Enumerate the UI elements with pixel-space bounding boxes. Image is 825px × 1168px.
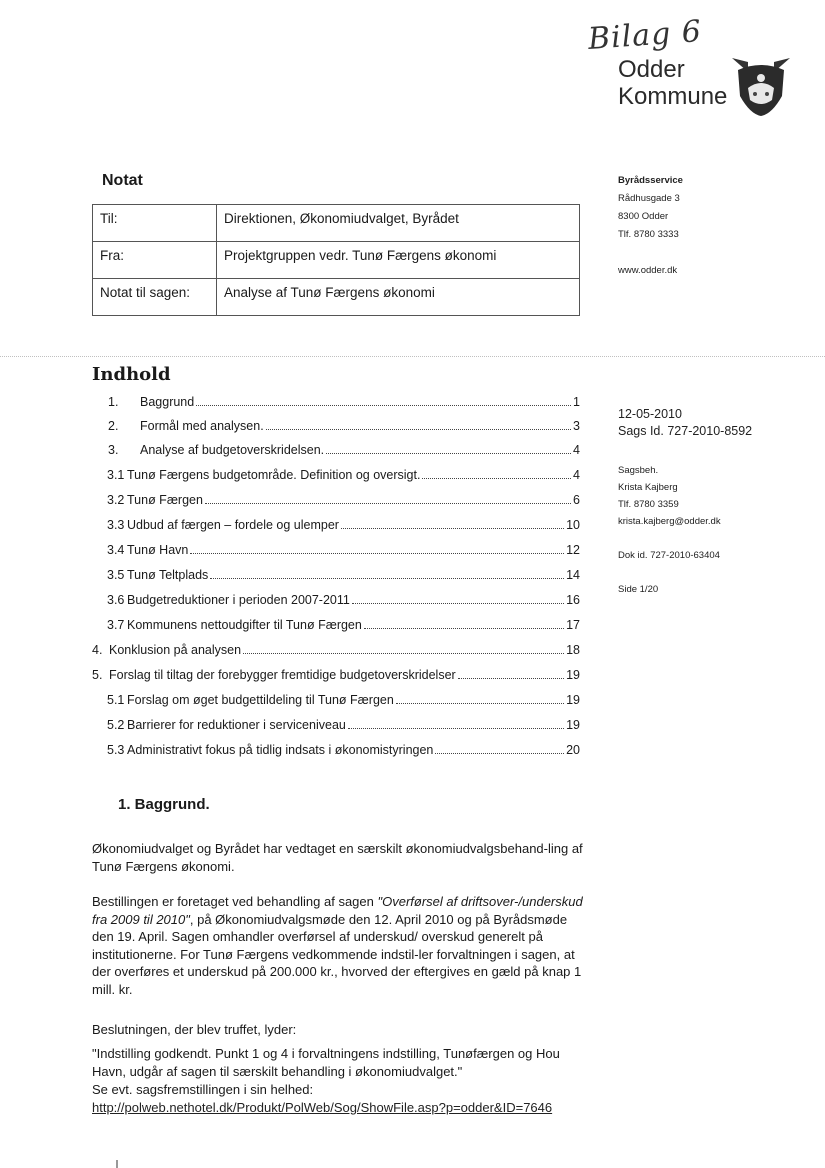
toc-entry-number: 3.7 (107, 618, 125, 632)
paragraph-order-end: , på Økonomiudvalgsmøde den 12. April 2010 og på Byrådsmøde den 19. April. Sagen omhandler overførsel af underskud/ overskud generelt på institutionerne. For Tunø Færgens vedkommende indstil-ler forvaltningen i sagen, at der overføres et underskud på 200.000 kr., hvorved der eftergives en gæld på knap 1 mill. kr. (92, 911, 582, 997)
memo-value-from: Projektgruppen vedr. Tunø Færgens økonomi (217, 242, 580, 279)
toc-dot-leader (210, 577, 564, 579)
toc-entry-page: 4 (573, 468, 580, 482)
toc-entry[interactable] (108, 393, 580, 411)
toc-entry-title: Budgetreduktioner i perioden 2007-2011 (127, 593, 350, 607)
toc-entry-page: 10 (566, 518, 580, 532)
memo-label-from: Fra: (93, 242, 217, 279)
toc-entry-number: 4. (92, 643, 103, 657)
case-date: 12-05-2010 (618, 407, 682, 421)
paragraph-intro: Økonomiudvalget og Byrådet har vedtaget en særskilt økonomiudvalgsbehand-ling af Tunø Færgens økonomi. (92, 841, 583, 874)
toc-dot-leader (435, 752, 564, 754)
memo-value-subject: Analyse af Tunø Færgens økonomi (217, 279, 580, 316)
toc-entry[interactable] (107, 516, 580, 534)
toc-entry[interactable] (107, 616, 580, 634)
case-id: Sags Id. 727-2010-8592 (618, 424, 753, 438)
toc-entry-page: 14 (566, 568, 580, 582)
sender-city: 8300 Odder (618, 211, 669, 222)
toc-entry-page: 3 (573, 419, 580, 433)
toc-entry[interactable] (107, 691, 580, 709)
logo-line-kommune: Kommune (618, 83, 728, 110)
paragraph-decision-quote: "Indstilling godkendt. Punkt 1 og 4 i forvaltningens indstilling, Tunøfærgen og Hou Havn, udgår af sagen til særskilt behandling i økonomiudvalget." (92, 1046, 560, 1079)
sender-phone: Tlf. 8780 3333 (618, 229, 679, 240)
toc-entry-page: 19 (566, 718, 580, 732)
toc-dot-leader (243, 652, 564, 654)
toc-entry-number: 5.1 (107, 693, 125, 707)
doc-id: Dok id. 727-2010-63404 (618, 550, 720, 561)
case-handler-block (618, 462, 721, 598)
toc-entry-number: 5.2 (107, 718, 125, 732)
toc-dot-leader (348, 727, 564, 729)
toc-entry-title: Kommunens nettoudgifter til Tunø Færgen (127, 618, 362, 632)
toc-entry-title: Forslag til tiltag der forebygger fremtidige budgetoverskridelser (109, 668, 456, 682)
toc-entry[interactable] (107, 716, 580, 734)
paragraph-decision-intro: Beslutningen, der blev truffet, lyder: (92, 1022, 297, 1037)
handler-label: Sagsbeh. (618, 465, 659, 476)
toc-entry-number: 3.4 (107, 543, 125, 557)
case-link[interactable]: http://polweb.nethotel.dk/Produkt/PolWeb/Sog/ShowFile.asp?p=odder&ID=7646 (92, 1100, 553, 1115)
toc-entry-title: Tunø Færgen (127, 493, 203, 507)
municipality-logo-text (618, 56, 727, 110)
toc-entry-page: 20 (566, 743, 580, 757)
toc-dot-leader (326, 452, 571, 454)
toc-entry-page: 6 (573, 493, 580, 507)
toc-entry-number: 3.2 (107, 493, 125, 507)
case-block (618, 406, 752, 440)
toc-entry-title: Konklusion på analysen (109, 643, 242, 657)
toc-entry[interactable] (92, 641, 580, 659)
toc-entry-page: 19 (566, 668, 580, 682)
toc-entry-number: 3. (108, 443, 119, 457)
handler-phone: Tlf. 8780 3359 (618, 499, 679, 510)
memo-address-table (92, 204, 580, 316)
toc-entry-page: 19 (566, 693, 580, 707)
memo-value-to: Direktionen, Økonomiudvalget, Byrådet (217, 205, 580, 242)
toc-entry[interactable] (107, 541, 580, 559)
toc-entry-title: Tunø Teltplads (127, 568, 209, 582)
toc-dot-leader (196, 404, 571, 406)
sender-block (618, 172, 683, 280)
toc-dot-leader (396, 702, 564, 704)
toc-dot-leader (352, 602, 564, 604)
toc-entry[interactable] (107, 466, 580, 484)
table-row (93, 279, 580, 316)
toc-entry[interactable] (107, 741, 580, 759)
coat-of-arms-icon (728, 48, 794, 118)
toc-entry[interactable] (107, 591, 580, 609)
logo-line-odder: Odder (618, 56, 685, 83)
toc-entry[interactable] (107, 566, 580, 584)
table-row (93, 242, 580, 279)
handwritten-annotation: Bilag 6 (586, 14, 704, 57)
toc-entry[interactable] (92, 666, 580, 684)
toc-entry[interactable] (108, 441, 580, 459)
sender-web: www.odder.dk (618, 265, 678, 276)
toc-entry-title: Tunø Havn (127, 543, 189, 557)
table-row (93, 205, 580, 242)
toc-entry-page: 16 (566, 593, 580, 607)
sender-street: Rådhusgade 3 (618, 193, 680, 204)
memo-label-subject: Notat til sagen: (93, 279, 217, 316)
toc-entry-title: Forslag om øget budgettildeling til Tunø Færgen (127, 693, 394, 707)
paragraph-order (92, 893, 592, 998)
toc-entry-title: Analyse af budgetoverskridelsen. (140, 443, 325, 457)
divider (0, 356, 825, 357)
toc-entry-number: 2. (108, 419, 119, 433)
toc-entry-title: Barrierer for reduktioner i serviceniveau (127, 718, 346, 732)
paragraph-order-start: Bestillingen er foretaget ved behandling af sagen (92, 894, 378, 909)
section-heading: 1. Baggrund. (118, 796, 210, 813)
toc-entry[interactable] (108, 417, 580, 435)
toc-dot-leader (422, 477, 571, 479)
toc-dot-leader (364, 627, 564, 629)
toc-heading: Indhold (92, 364, 171, 385)
paragraph-see-also: Se evt. sagsfremstillingen i sin helhed: (92, 1082, 314, 1097)
toc-dot-leader (341, 527, 564, 529)
toc-entry-page: 4 (573, 443, 580, 457)
case-title: "Overførsel af driftsover-/underskud fra 2009 til 2010" (92, 894, 583, 927)
toc-entry-page: 1 (573, 395, 580, 409)
toc-entry-title: Formål med analysen. (140, 419, 264, 433)
toc-dot-leader (190, 552, 564, 554)
toc-entry-title: Baggrund (140, 395, 195, 409)
toc-dot-leader (266, 428, 571, 430)
toc-entry-number: 3.5 (107, 568, 125, 582)
toc-entry-number: 1. (108, 395, 119, 409)
page-indicator: Side 1/20 (618, 584, 659, 595)
toc-entry-number: 5.3 (107, 743, 125, 757)
toc-dot-leader (205, 502, 571, 504)
toc-entry-number: 3.3 (107, 518, 125, 532)
toc-entry-number: 3.1 (107, 468, 125, 482)
toc-entry-page: 12 (566, 543, 580, 557)
toc-entry-number: 3.6 (107, 593, 125, 607)
toc-dot-leader (458, 677, 564, 679)
toc-entry-page: 18 (566, 643, 580, 657)
toc-entry-title: Tunø Færgens budgetområde. Definition og oversigt. (127, 468, 421, 482)
handler-name: Krista Kajberg (618, 482, 678, 493)
toc-entry-number: 5. (92, 668, 103, 682)
handler-email: krista.kajberg@odder.dk (618, 516, 721, 527)
memo-label-to: Til: (93, 205, 217, 242)
toc-entry-title: Administrativt fokus på tidlig indsats i økonomistyringen (127, 743, 434, 757)
memo-heading: Notat (102, 172, 143, 189)
sender-department: Byrådsservice (618, 175, 683, 186)
toc-entry[interactable] (107, 491, 580, 509)
toc-entry-page: 17 (566, 618, 580, 632)
toc-entry-title: Udbud af færgen – fordele og ulemper (127, 518, 339, 532)
scan-mark (116, 1160, 118, 1168)
